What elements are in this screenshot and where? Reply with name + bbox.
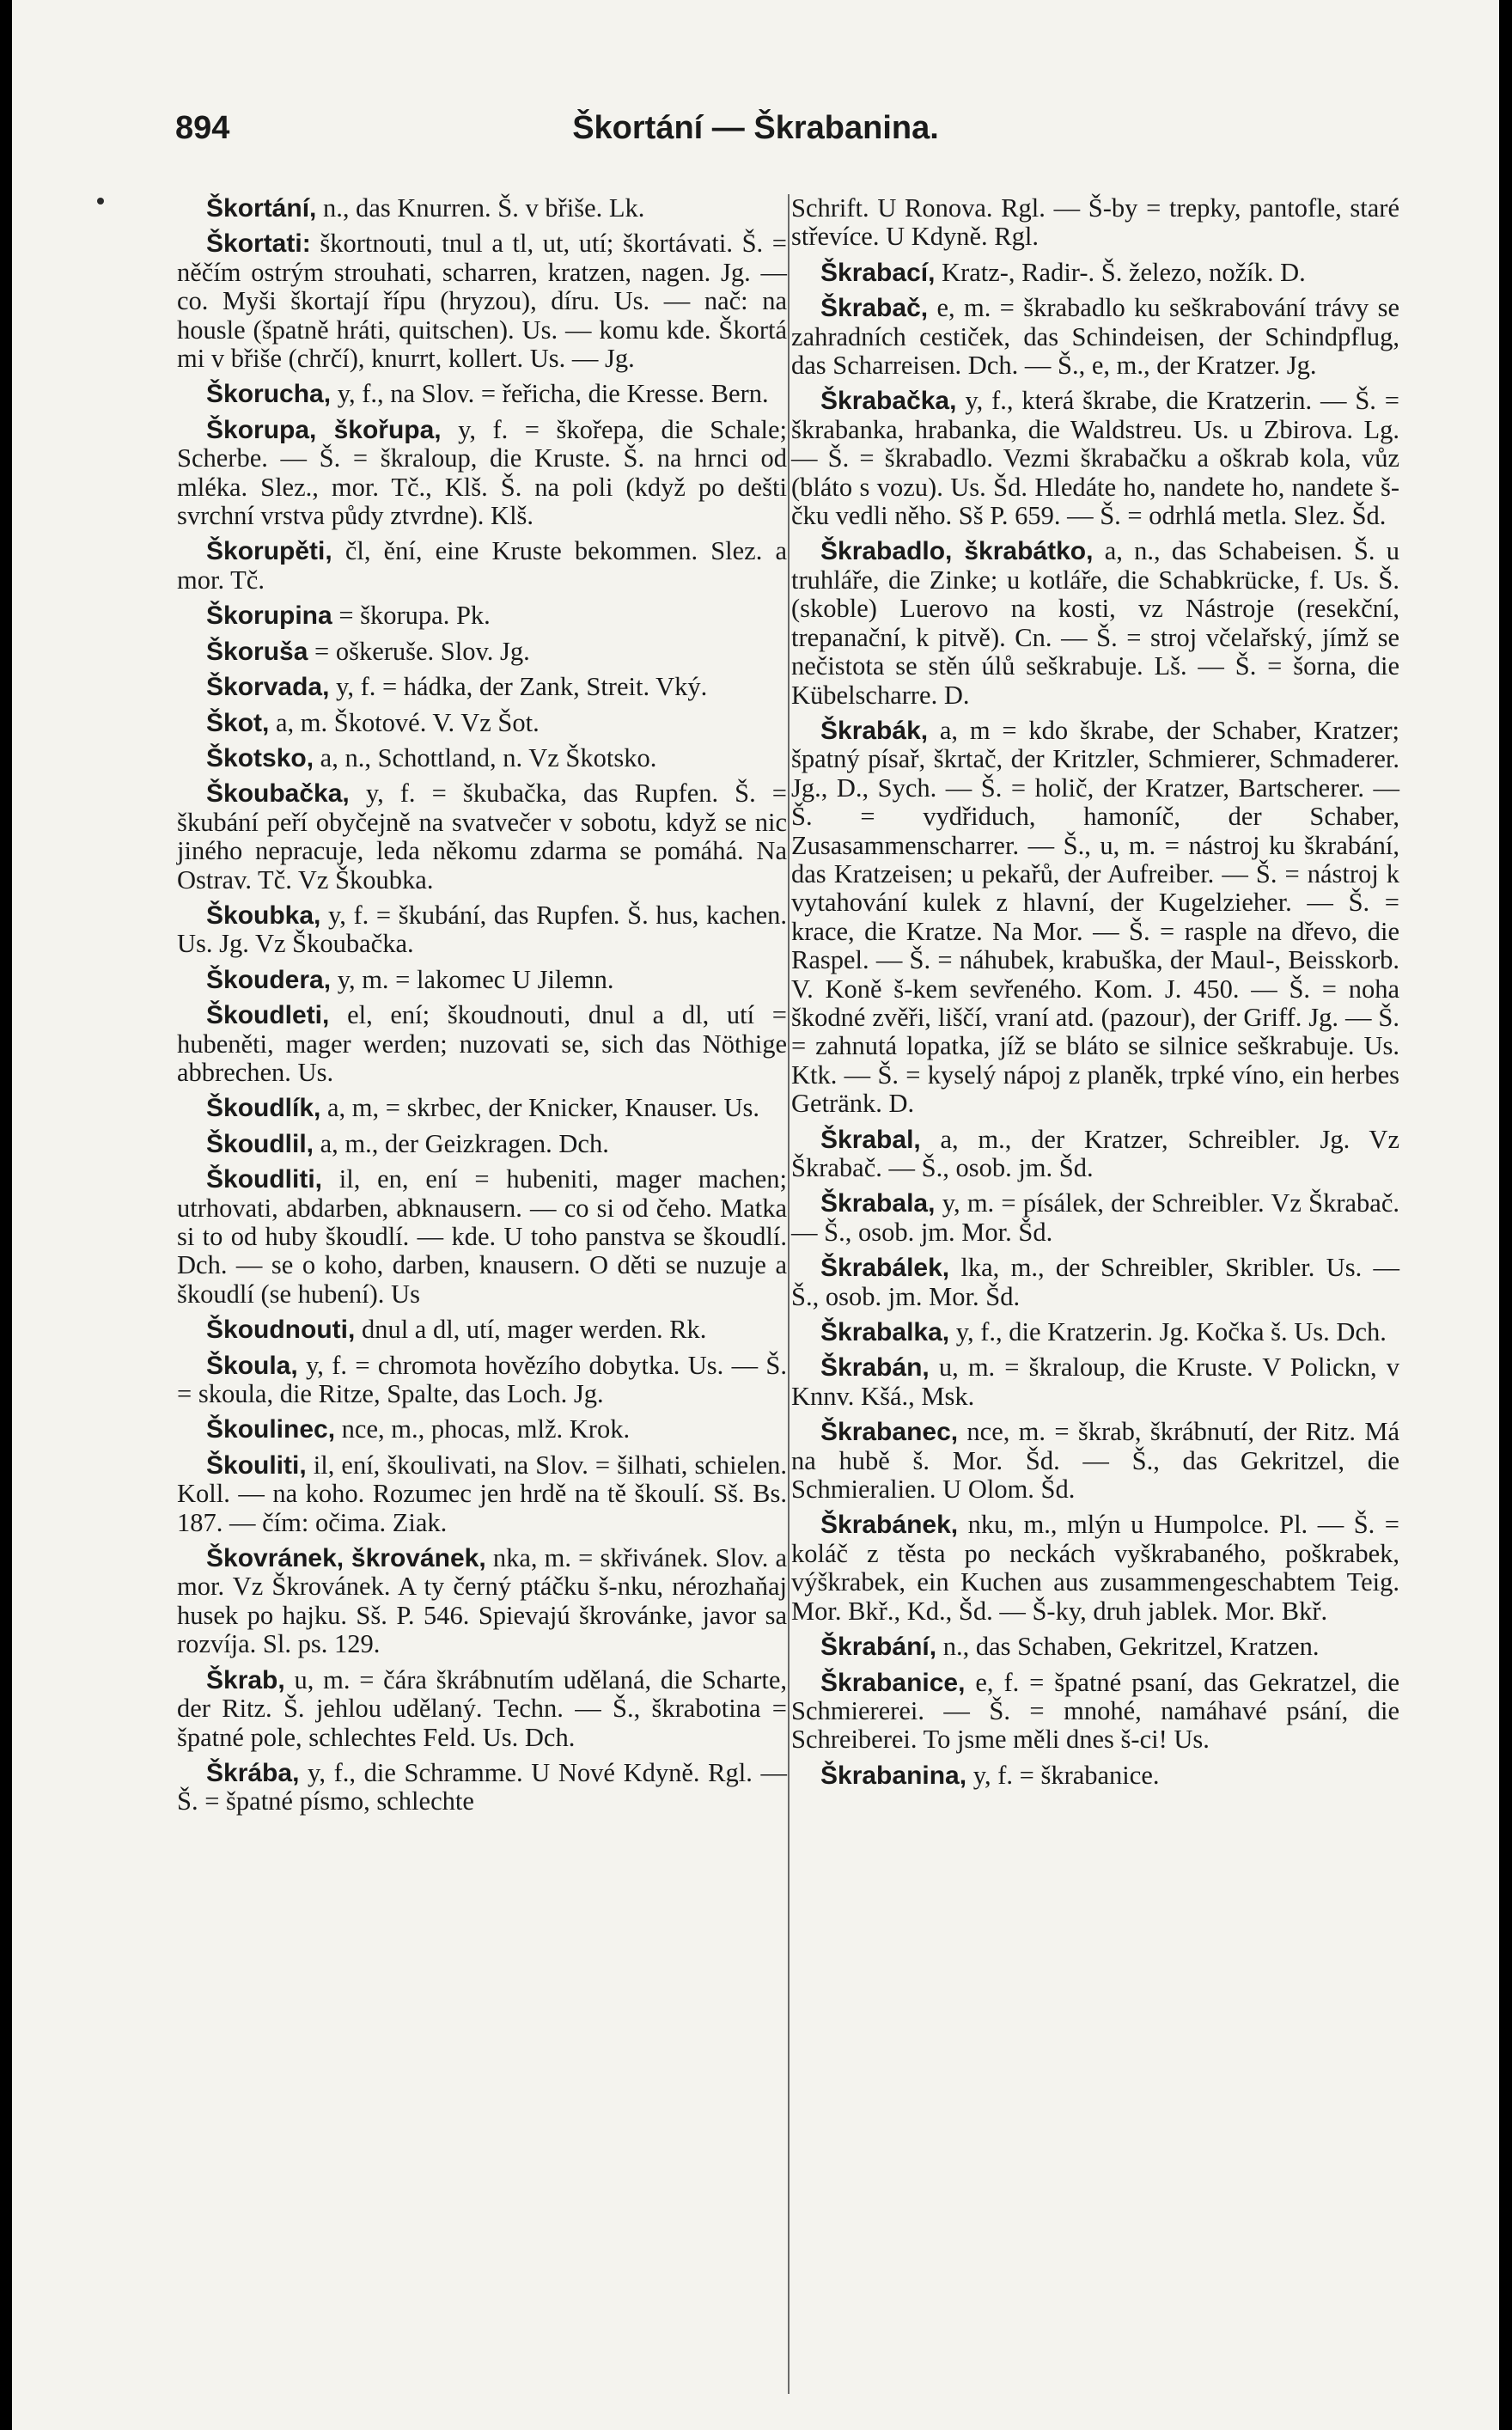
entry-headword: Škoudliti, — [206, 1165, 322, 1194]
column-divider — [788, 194, 790, 2394]
entry-body: y, m. = lakomec U Jilemn. — [337, 964, 614, 994]
dictionary-entry — [177, 537, 787, 595]
dictionary-entry — [791, 717, 1399, 1119]
dictionary-entry — [177, 779, 787, 894]
entry-headword: Škrabala, — [820, 1189, 936, 1218]
entry-body: n., das Knurren. Š. v břiše. Lk. — [323, 193, 645, 223]
dictionary-entry — [177, 380, 787, 408]
entry-headword: Škorvada, — [206, 673, 330, 702]
dictionary-entry — [177, 901, 787, 959]
dictionary-entry — [177, 1165, 787, 1309]
dictionary-entry — [177, 229, 787, 373]
dictionary-entry — [791, 1126, 1399, 1183]
dictionary-entry — [177, 601, 787, 630]
entry-headword: Škoudleti, — [206, 1001, 330, 1030]
entry-headword: Škrabanice, — [820, 1668, 966, 1697]
dictionary-entry — [177, 416, 787, 531]
dictionary-entry — [177, 1001, 787, 1087]
entry-headword: Škrabálek, — [820, 1254, 950, 1283]
entry-headword: Škortati: — [206, 229, 311, 259]
entry-headword: Škrab, — [206, 1665, 285, 1694]
entry-body: el, ení; škoudnouti, dnul a dl, utí = hubeněti, mager werden; nuzovati se, sich das Nöthige abbrechen. Us. — [177, 1000, 788, 1087]
entry-body: y, f., na Slov. = řeřicha, die Kresse. Bern. — [337, 379, 769, 409]
page-header — [12, 110, 1499, 153]
entry-body: e, f. = špatné psaní, das Gekratzel, die Schmiererei. — Š. = mnohé, namáhavé psání, die Schreiberei. To jsme měli dnes š-ci! Us. — [791, 1667, 1399, 1755]
entry-body: y, f. = škubání, das Rupfen. Š. hus, kachen. Us. Jg. Vz Škoubačka. — [177, 900, 787, 959]
entry-body: a, n., das Schabeisen. Š. u truhláře, die Zinke; u kotláře, die Schabkrücke, f. Us. Š. (skoble) Luerovo na kosti, vz Nástroje (resekční, trepanační, k pitvě). Cn. — Š. = stroj včelařský, jímž se nečistota se stěn úlů seškrabuje. Lš. — Š. = šorna, die Kübelscharre. D. — [791, 536, 1399, 710]
entry-body: = škorupa. Pk. — [338, 601, 491, 631]
entry-headword: Škorupa, škořupa, — [206, 415, 442, 444]
dictionary-entry — [177, 1544, 787, 1659]
dictionary-entry — [177, 1094, 787, 1122]
dictionary-entry — [177, 1451, 787, 1537]
margin-dot — [97, 198, 104, 205]
entry-headword: Škoudlík, — [206, 1094, 321, 1123]
dictionary-entry — [791, 194, 1399, 252]
entry-headword: Škrabání, — [820, 1633, 937, 1662]
entry-headword: Škorupina — [206, 601, 332, 631]
entry-headword: Škrabací, — [820, 258, 936, 287]
entry-headword: Škot, — [206, 708, 270, 737]
entry-headword: Škrabák, — [820, 716, 929, 745]
entry-body: nka, m. = skřivánek. Slov. a mor. Vz Škrovánek. A ty černý ptáčku š-nku, nérozhaňaj husek po hajku. Sš. P. 546. Spievajú škrovánke, javor sa rozvíja. Sl. ps. 129. — [177, 1543, 788, 1659]
dictionary-entry — [177, 709, 787, 737]
dictionary-entry — [177, 673, 787, 701]
entry-headword: Škrabadlo, škrabátko, — [820, 537, 1094, 566]
entry-headword: Škoudnouti, — [206, 1316, 356, 1345]
entry-body: lka, m., der Schreibler, Skribler. Us. — Š., osob. jm. Mor. Šd. — [791, 1253, 1399, 1311]
entry-headword: Škoulinec, — [206, 1415, 336, 1444]
entry-body: Schrift. U Ronova. Rgl. — Š-by = trepky, pantofle, staré střevíce. U Kdyně. Rgl. — [791, 193, 1399, 252]
dictionary-entry — [177, 638, 787, 666]
entry-body: il, en, ení = hubeniti, mager machen; utrhovati, abdarben, abknausern. — co si od čeho. Matka si to od huby škoudlí. — kde. U toho panstva se škoudlí. Dch. — se o koho, darben, knausern. O děti se nuzuje a škoudlí (se hubení). Us — [177, 1164, 788, 1309]
entry-body: y, f. = chromota hovězího dobytka. Us. — Š. = skoula, die Ritze, Spalte, das Loch. Jg. — [177, 1350, 787, 1409]
entry-body: a, m., der Kratzer, Schreibler. Jg. Vz Škrabač. — Š., osob. jm. Šd. — [791, 1124, 1399, 1182]
dictionary-entry — [791, 1353, 1399, 1411]
entry-body: y, f. = škořepa, die Schale; Scherbe. — Š. = škraloup, die Kruste. Š. na hrnci od mléka. Slez., mor. Tč., Klš. Š. na poli (když po dešti svrchní vrstva půdy ztvrdne). Klš. — [177, 414, 788, 531]
entry-body: = oškeruše. Slov. Jg. — [314, 636, 530, 666]
dictionary-entry — [791, 1254, 1399, 1311]
entry-body: y, f., která škrabe, die Kratzerin. — Š. = škrabanka, hrabanka, die Waldstreu. Us. u Zbirova. Lg. — Š. = škrabadlo. Vezmi škrabačku a oškrab kola, vůz (bláto s vozu). Us. Šd. Hledáte ho, nandete ho, nandete š-čku vedli něho. Sš P. 659. — Š. = odrhlá metla. Slez. Šd. — [791, 386, 1399, 531]
entry-headword: Škrabalka, — [820, 1318, 950, 1347]
dictionary-entry — [791, 1633, 1399, 1661]
dictionary-entry — [791, 1761, 1399, 1790]
dictionary-entry — [791, 259, 1399, 287]
entry-headword: Škoubačka, — [206, 779, 350, 809]
page-number: 894 — [175, 110, 230, 146]
entry-headword: Škrabanina, — [820, 1761, 967, 1790]
dictionary-entry — [791, 1669, 1399, 1755]
dictionary-entry — [177, 744, 787, 772]
entry-body: y, f. = škubačka, das Rupfen. Š. = škubání peří obyčejně na svatvečer v sobotu, když se nic jiného nepracuje, leda někomu zdarma se pomáhá. Na Ostrav. Tč. Vz Škoubka. — [177, 778, 788, 894]
dictionary-entry — [177, 1130, 787, 1158]
entry-headword: Škrabanec, — [820, 1418, 959, 1447]
entry-body: škortnouti, tnul a tl, ut, utí; škortávati. Š. = něčím ostrým strouhati, scharren, kratzen, nagen. Jg. — co. Myši škortají řípu (hryzou), díru. Us. — nač: na housle (špatně hráti, quitschen). Us. — komu kde. Škortá mi v břiše (chrčí), knurrt, kollert. Us. — Jg. — [177, 229, 787, 374]
entry-headword: Škoruša — [206, 637, 308, 666]
dictionary-entry — [791, 1511, 1399, 1626]
entry-headword: Škovránek, škrovánek, — [206, 1544, 486, 1573]
dictionary-entry — [791, 294, 1399, 380]
entry-body: y, m. = písálek, der Schreibler. Vz Škrabač. — Š., osob. jm. Mor. Šd. — [791, 1188, 1400, 1247]
entry-headword: Škrabán, — [820, 1353, 930, 1383]
dictionary-entry — [791, 1318, 1399, 1346]
entry-body: u, m. = čára škrábnutím udělaná, die Scharte, der Ritz. Š. jehlou udělaný. Techn. — Š., škrabotina = špatné pole, schlechtes Feld. Us. Dch. — [177, 1664, 788, 1752]
left-column — [177, 194, 787, 1823]
dictionary-entry — [177, 966, 787, 994]
entry-headword: Škrabánek, — [820, 1511, 959, 1540]
entry-body: nku, m., mlýn u Humpolce. Pl. — Š. = koláč z těsta po neckách vyškrabaného, poškrabek, výškrabek, ein Kuchen aus zusammengeschabtem Teig. Mor. Bkř., Kd., Šd. — Š-ky, druh jablek. Mor. Bkř. — [791, 1510, 1399, 1626]
dictionary-entry — [177, 1352, 787, 1409]
entry-headword: Škortání, — [206, 194, 317, 223]
dictionary-entry — [177, 1666, 787, 1752]
entry-headword: Škoudera, — [206, 965, 332, 994]
dictionary-entry — [177, 194, 787, 223]
entry-body: nce, m., phocas, mlž. Krok. — [341, 1414, 631, 1444]
entry-body: a, m. Škotové. V. Vz Šot. — [275, 707, 540, 737]
entry-body: y, f. = hádka, der Zank, Streit. Vký. — [336, 672, 708, 702]
entry-body: n., das Schaben, Gekritzel, Kratzen. — [942, 1632, 1320, 1662]
entry-body: y, f., die Schramme. U Nové Kdyně. Rgl. — Š. = špatné písmo, schlechte — [177, 1757, 787, 1816]
entry-body: dnul a dl, utí, mager werden. Rk. — [361, 1315, 707, 1345]
running-title: Škortání — Škrabanina. — [572, 110, 939, 146]
entry-headword: Škorupěti, — [206, 537, 332, 566]
entry-body: y, f. = škrabanice. — [972, 1760, 1160, 1790]
entry-body: a, m = kdo škrabe, der Schaber, Kratzer; špatný písař, škrtač, der Kritzler, Schmierer, Schmaderer. Jg., D., Sych. — Š. = holič, der Kratzer, Bartscherer. — Š. = vydřiduch, hamoníč, der Schaber, Zusasammenscharrer. — Š., u, m. = nástroj ku škrabání, das Kratzeisen; u pekařů, der Aufreiber. — Š. = nástroj k vytahování kulek z hlavní, der Kugelzieher. — Š. = krace, die Kratze. Na Mor. — Š. = rasple na dřevo, die Raspel. — Š. = náhubek, krabuška, der Maul-, Beisskorb. V. Koně š-kem sevřeného. Kom. J. 450. — Š. = noha škodné zvěři, liščí, vraní atd. (pazour), der Griff. Jg. — Š. = zahnutá lopatka, jíž se bláto se silnice seškrabuje. Us. Ktk. — Š. = kyselý nápoj z planěk, trpké víno, ein herbes Getränk. D. — [791, 715, 1399, 1119]
entry-headword: Škrabačka, — [820, 387, 957, 416]
dictionary-entry — [791, 387, 1399, 530]
entry-body: u, m. = škraloup, die Kruste. V Polickn, v Knnv. Kšá., Msk. — [791, 1352, 1399, 1411]
entry-headword: Škrabač, — [820, 294, 929, 323]
entry-headword: Škrába, — [206, 1758, 300, 1787]
entry-body: nce, m. = škrab, škrábnutí, der Ritz. Má na hubě š. Mor. Šd. — Š., das Gekritzel, die Schmieralien. U Olom. Šd. — [791, 1417, 1400, 1505]
dictionary-entry — [791, 1418, 1399, 1504]
dictionary-page — [12, 0, 1499, 2430]
entry-headword: Škoula, — [206, 1351, 298, 1380]
entry-body: Kratz-, Radir-. Š. železo, nožík. D. — [942, 257, 1306, 287]
entry-body: y, f., die Kratzerin. Jg. Kočka š. Us. Dch. — [955, 1317, 1387, 1347]
entry-body: a, m., der Geizkragen. Dch. — [320, 1128, 609, 1158]
dictionary-entry — [177, 1415, 787, 1444]
right-column — [791, 194, 1399, 1797]
entry-body: a, n., Schottland, n. Vz Škotsko. — [320, 742, 657, 772]
dictionary-entry — [177, 1316, 787, 1344]
entry-body: a, m, = skrbec, der Knicker, Knauser. Us. — [326, 1093, 759, 1123]
entry-headword: Škouliti, — [206, 1450, 307, 1480]
dictionary-entry — [791, 537, 1399, 709]
entry-body: čl, ění, eine Kruste bekommen. Slez. a mor. Tč. — [177, 536, 787, 595]
entry-headword: Škoudlil, — [206, 1129, 314, 1158]
entry-headword: Škorucha, — [206, 380, 332, 409]
entry-headword: Škrabal, — [820, 1125, 921, 1154]
entry-body: e, m. = škrabadlo ku seškrabování trávy se zahradních cestiček, das Schindeisen, der Schindpflug, das Scharreisen. Dch. — Š., e, m., der Kratzer. Jg. — [791, 293, 1400, 381]
entry-body: il, ení, škoulivati, na Slov. = šilhati, schielen. Koll. — na koho. Rozumec jen hrdě na tě škoulí. Sš. Bs. 187. — čím: očima. Ziak. — [177, 1450, 787, 1537]
entry-headword: Škotsko, — [206, 743, 314, 772]
entry-headword: Škoubka, — [206, 901, 321, 930]
dictionary-entry — [791, 1189, 1399, 1247]
dictionary-entry — [177, 1759, 787, 1816]
